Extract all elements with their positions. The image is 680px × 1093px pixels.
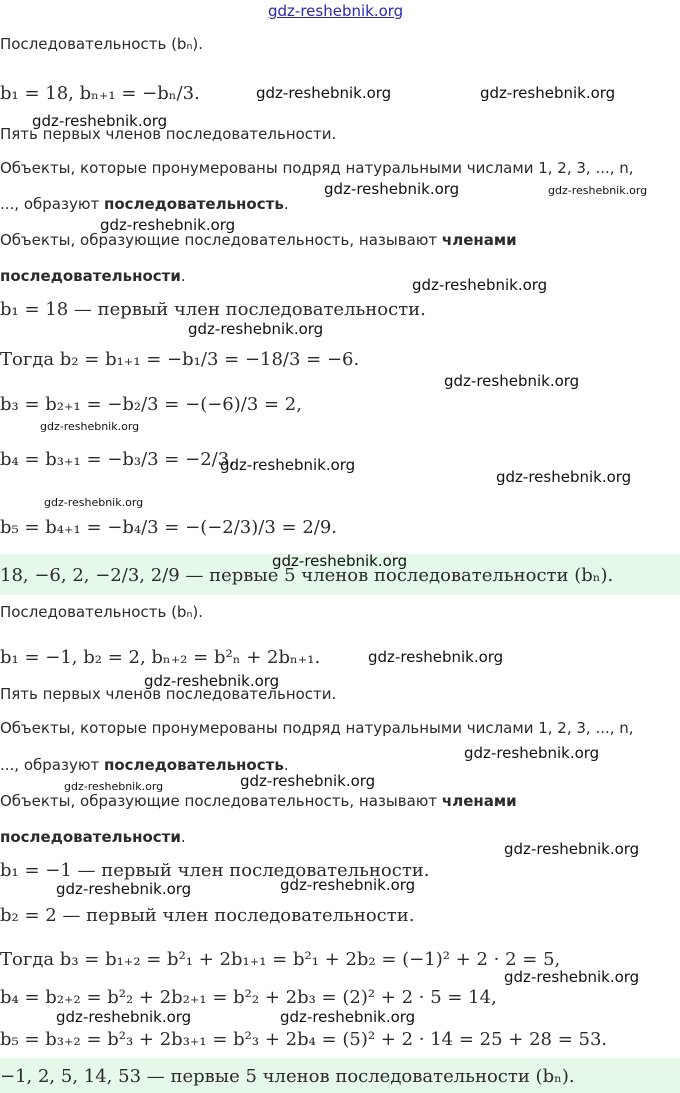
definition-text-2: Объекты, которые пронумерованы подряд натуральными числами 1, 2, 3, ..., n, bbox=[0, 719, 634, 737]
term-sequence: последовательность bbox=[103, 195, 284, 213]
watermark: gdz-reshebnik.org bbox=[44, 496, 144, 509]
definition-text-cont-2: ..., образуют последовательность. bbox=[0, 756, 289, 774]
watermark: gdz-reshebnik.org bbox=[56, 880, 192, 898]
watermark: gdz-reshebnik.org bbox=[504, 840, 640, 858]
sequence-label-2: Последовательность (bₙ). bbox=[0, 603, 204, 621]
watermark: gdz-reshebnik.org bbox=[280, 1008, 416, 1026]
definition-text-cont: ..., образуют последовательность. bbox=[0, 195, 289, 213]
step-b5: b₅ = b₄₊₁ = −b₄/3 = −(−2/3)/3 = 2/9. bbox=[0, 517, 338, 538]
watermark: gdz-reshebnik.org bbox=[40, 420, 140, 433]
step-b3-2: Тогда b₃ = b₁₊₂ = b²₁ + 2b₁₊₁ = b²₁ + 2b₂ = (−1)² + 2 · 2 = 5, bbox=[0, 949, 561, 970]
members-definition-2: Объекты, образующие последовательность, называют членами bbox=[0, 792, 517, 810]
watermark: gdz-reshebnik.org bbox=[504, 968, 640, 986]
watermark: gdz-reshebnik.org bbox=[324, 180, 460, 198]
watermark: gdz-reshebnik.org bbox=[272, 552, 408, 570]
watermark: gdz-reshebnik.org bbox=[144, 672, 280, 690]
step-b2: Тогда b₂ = b₁₊₁ = −b₁/3 = −18/3 = −6. bbox=[0, 349, 360, 370]
members-definition-cont: последовательности. bbox=[0, 267, 186, 285]
watermark: gdz-reshebnik.org bbox=[444, 372, 580, 390]
watermark: gdz-reshebnik.org bbox=[464, 744, 600, 762]
definition-text: Объекты, которые пронумерованы подряд натуральными числами 1, 2, 3, ..., n, bbox=[0, 159, 634, 177]
watermark: gdz-reshebnik.org bbox=[548, 184, 648, 197]
members-definition-cont-2: последовательности. bbox=[0, 828, 186, 846]
step-b5-2: b₅ = b₃₊₂ = b²₃ + 2b₃₊₁ = b²₃ + 2b₄ = (5)² + 2 · 14 = 25 + 28 = 53. bbox=[0, 1029, 608, 1050]
step-b3: b₃ = b₂₊₁ = −b₂/3 = −(−6)/3 = 2, bbox=[0, 394, 302, 415]
watermark: gdz-reshebnik.org bbox=[412, 276, 548, 294]
watermark: gdz-reshebnik.org bbox=[368, 648, 504, 666]
watermark: gdz-reshebnik.org bbox=[56, 1008, 192, 1026]
task-statement-2: Пять первых членов последовательности. bbox=[0, 685, 337, 703]
watermark: gdz-reshebnik.org bbox=[480, 84, 616, 102]
watermark: gdz-reshebnik.org bbox=[496, 468, 632, 486]
second-term-2: b₂ = 2 — первый член последовательности. bbox=[0, 905, 415, 926]
step-b4: b₄ = b₃₊₁ = −b₃/3 = −2/3, bbox=[0, 449, 235, 470]
watermark: gdz-reshebnik.org bbox=[64, 780, 164, 793]
watermark: gdz-reshebnik.org bbox=[220, 456, 356, 474]
watermark: gdz-reshebnik.org bbox=[188, 320, 324, 338]
given-formula-2: b₁ = −1, b₂ = 2, bₙ₊₂ = b²ₙ + 2bₙ₊₁. bbox=[0, 647, 321, 668]
watermark: gdz-reshebnik.org bbox=[32, 112, 168, 130]
task-statement: Пять первых членов последовательности. bbox=[0, 125, 337, 143]
watermark: gdz-reshebnik.org bbox=[280, 876, 416, 894]
members-definition: Объекты, образующие последовательность, называют членами bbox=[0, 231, 517, 249]
first-term: b₁ = 18 — первый член последовательности. bbox=[0, 299, 426, 320]
step-b4-2: b₄ = b₂₊₂ = b²₂ + 2b₂₊₁ = b²₂ + 2b₃ = (2)² + 2 · 5 = 14, bbox=[0, 987, 497, 1008]
first-term-2: b₁ = −1 — первый член последовательности. bbox=[0, 860, 430, 881]
given-formula: b₁ = 18, bₙ₊₁ = −bₙ/3. bbox=[0, 83, 200, 104]
sequence-label: Последовательность (bₙ). bbox=[0, 35, 204, 53]
watermark: gdz-reshebnik.org bbox=[100, 216, 236, 234]
watermark: gdz-reshebnik.org bbox=[240, 772, 376, 790]
answer-text-2: −1, 2, 5, 14, 53 — первые 5 членов последовательности (bₙ). bbox=[0, 1066, 575, 1087]
answer-text: 18, −6, 2, −2/3, 2/9 — первые 5 членов последовательности (bₙ). bbox=[0, 565, 614, 586]
site-link[interactable]: gdz-reshebnik.org bbox=[268, 2, 404, 20]
watermark: gdz-reshebnik.org bbox=[256, 84, 392, 102]
